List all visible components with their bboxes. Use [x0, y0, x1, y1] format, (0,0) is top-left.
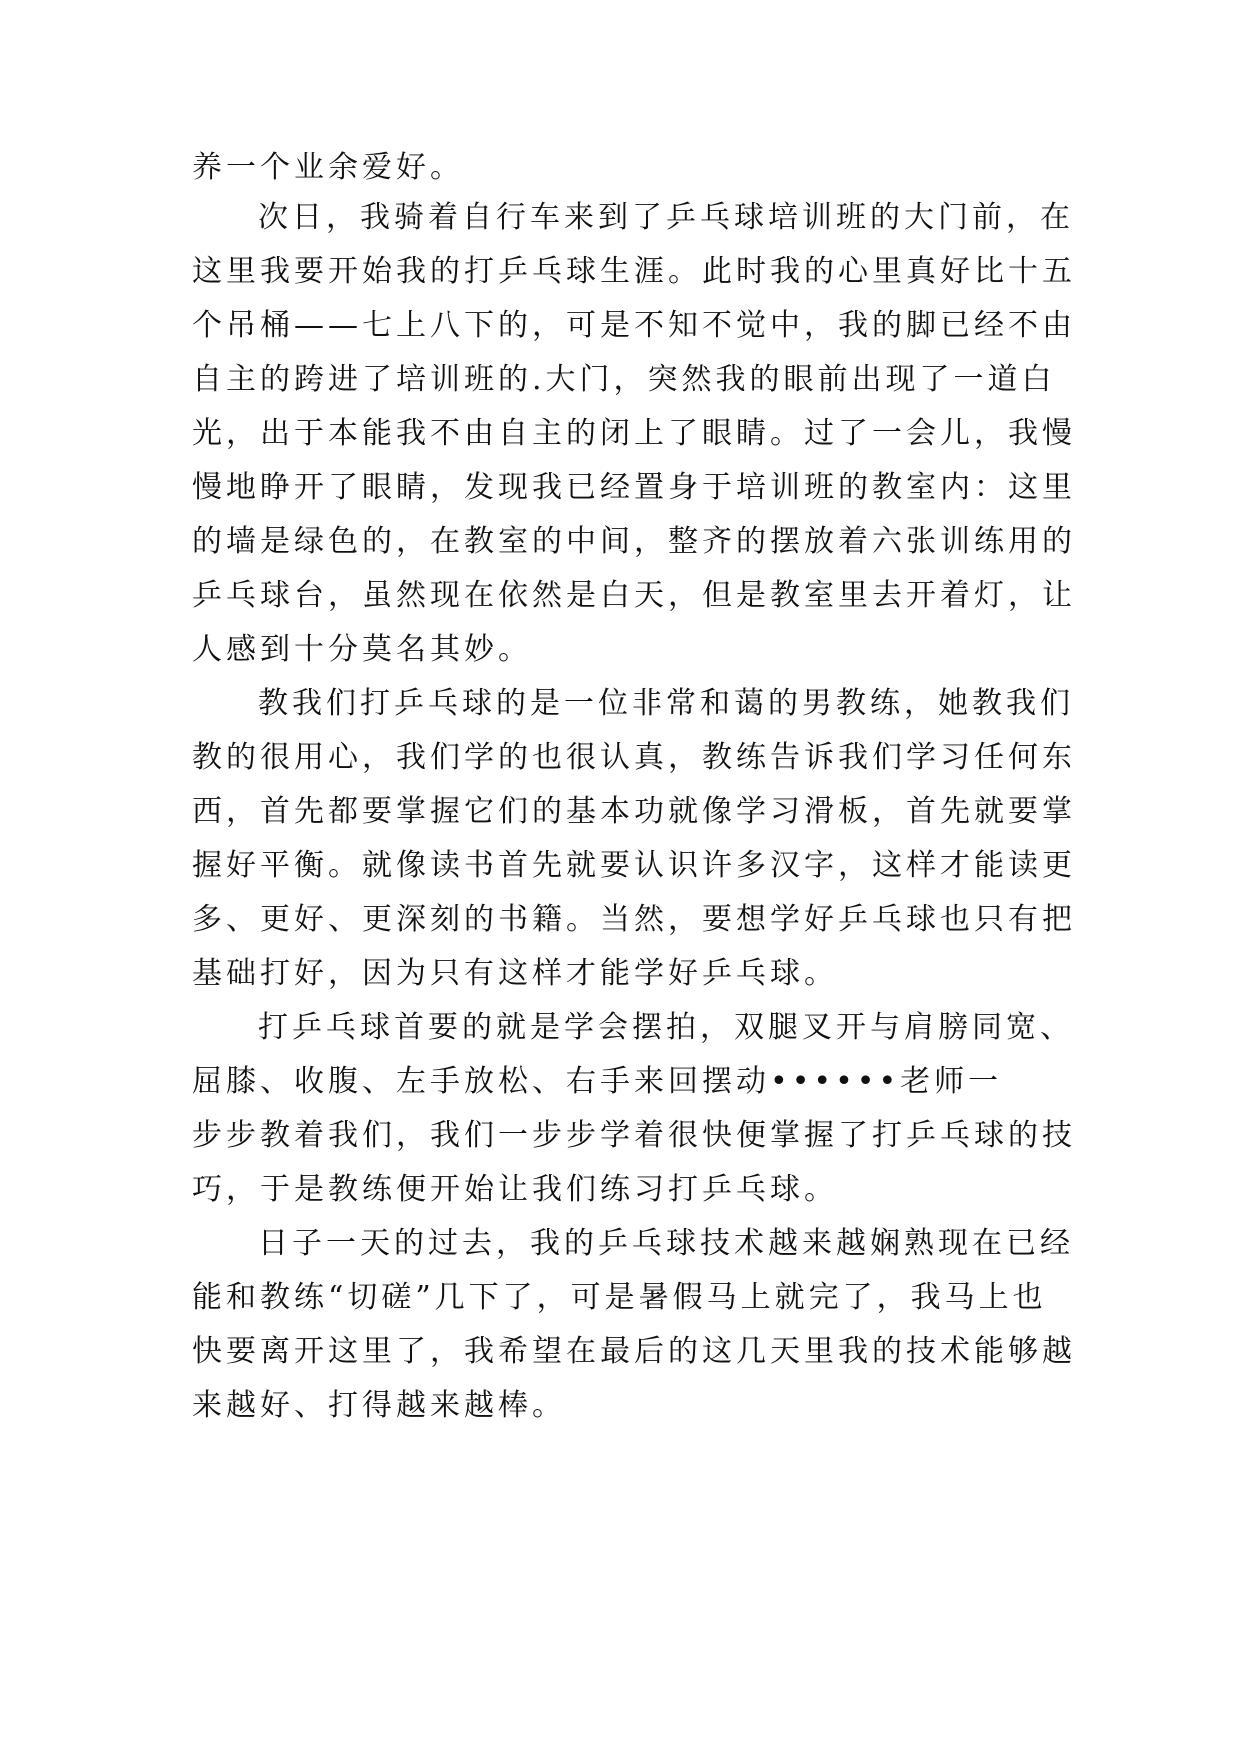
text-line: 步步教着我们，我们一步步学着很快便掌握了打乒乓球的技	[192, 1118, 1076, 1153]
text-line: 握好平衡。就像读书首先就要认识许多汉字，这样才能读更	[192, 848, 1076, 883]
text-line: 屈膝、收腹、左手放松、右手来回摆动••••••老师一	[192, 1064, 1003, 1099]
text-line: 教的很用心，我们学的也很认真，教练告诉我们学习任何东	[192, 740, 1076, 775]
text-line: 快要离开这里了，我希望在最后的这几天里我的技术能够越	[192, 1334, 1076, 1369]
text-line: 个吊桶——七上八下的，可是不知不觉中，我的脚已经不由	[192, 308, 1076, 343]
text-line: 的墙是绿色的，在教室的中间，整齐的摆放着六张训练用的	[192, 524, 1076, 559]
text-line: 养一个业余爱好。	[192, 150, 464, 185]
paragraph-first-line: 次日，我骑着自行车来到了乒乓球培训班的大门前，在	[258, 200, 1074, 235]
text-line: 慢地睁开了眼睛，发现我已经置身于培训班的教室内：这里	[192, 470, 1076, 505]
text-line: 西，首先都要掌握它们的基本功就像学习滑板，首先就要掌	[192, 794, 1076, 829]
paragraph-first-line: 日子一天的过去，我的乒乓球技术越来越娴熟现在已经	[258, 1226, 1074, 1261]
text-line: 多、更好、更深刻的书籍。当然，要想学好乒乓球也只有把	[192, 902, 1076, 937]
text-line: 基础打好，因为只有这样才能学好乒乓球。	[192, 956, 838, 991]
text-line: 能和教练“切磋”几下了，可是暑假马上就完了，我马上也	[192, 1280, 1047, 1315]
text-line: 巧，于是教练便开始让我们练习打乒乓球。	[192, 1172, 838, 1207]
text-line: 人感到十分莫名其妙。	[192, 632, 532, 667]
text-line: 乒乓球台，虽然现在依然是白天，但是教室里去开着灯，让	[192, 578, 1076, 613]
text-line: 这里我要开始我的打乒乓球生涯。此时我的心里真好比十五	[192, 254, 1076, 289]
text-line: 来越好、打得越来越棒。	[192, 1388, 566, 1423]
text-line: 自主的跨进了培训班的.大门，突然我的眼前出现了一道白	[192, 362, 1056, 397]
text-line: 光，出于本能我不由自主的闭上了眼睛。过了一会儿，我慢	[192, 416, 1076, 451]
paragraph-first-line: 打乒乓球首要的就是学会摆拍，双腿叉开与肩膀同宽、	[258, 1010, 1074, 1045]
paragraph-first-line: 教我们打乒乓球的是一位非常和蔼的男教练，她教我们	[258, 686, 1074, 721]
